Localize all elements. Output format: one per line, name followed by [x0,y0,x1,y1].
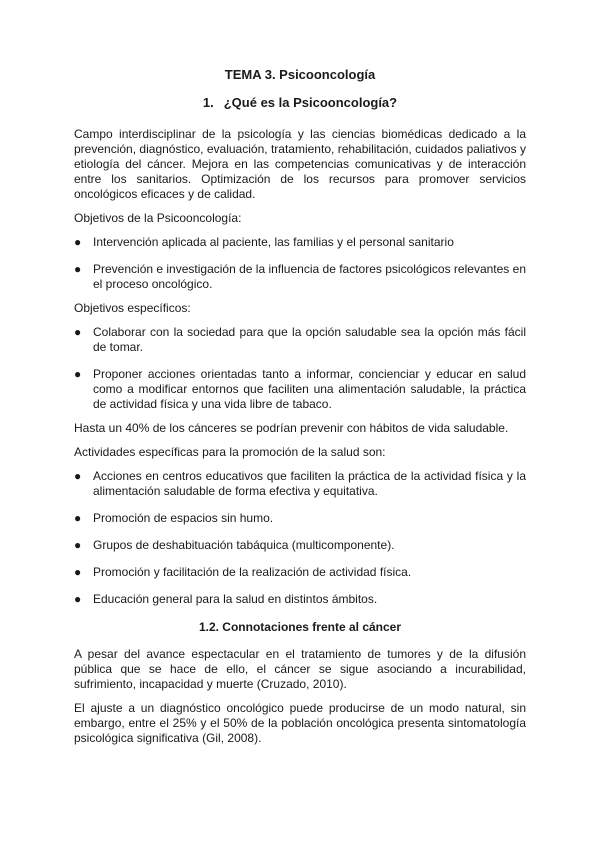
connotations-paragraph-1: A pesar del avance espectacular en el tratamiento de tumores y de la difusión pública que se hace de ello, el cáncer se sigue asociando a incurabilidad, sufrimiento, incapacidad y muerte (Cruzado, 2010). [74,647,526,691]
section-1-heading-text: ¿Qué es la Psicooncología? [223,95,398,110]
bullet-icon: ● [74,367,82,381]
objectives-list [74,235,526,292]
list-item: ● Promoción y facilitación de la realización de actividad física. [74,565,412,579]
list-item: ● Proponer acciones orientadas tanto a informar, concienciar y educar en salud como a modificar entornos que faciliten una alimentación saludable, la práctica de actividad física y una vida libre de tabaco. [74,367,526,411]
bullet-icon: ● [74,592,82,606]
bullet-icon: ● [74,325,82,339]
list-item: ● Intervención aplicada al paciente, las familias y el personal sanitario [74,235,454,249]
bullet-icon: ● [74,538,82,552]
objectives-label: Objetivos de la Psicooncología: [74,211,242,225]
section-1-number: 1. [202,95,214,110]
specific-objectives-list [74,325,526,412]
document-title: TEMA 3. Psicooncología [224,67,376,82]
list-item: ● Grupos de deshabituación tabáquica (multicomponente). [74,538,395,552]
list-item: ● Educación general para la salud en distintos ámbitos. [74,592,378,606]
bullet-icon: ● [74,511,82,525]
prevention-note: Hasta un 40% de los cánceres se podrían prevenir con hábitos de vida saludable. [74,421,509,435]
bullet-icon: ● [74,565,82,579]
list-item: ● Prevención e investigación de la influencia de factores psicológicos relevantes en el proceso oncológico. [74,262,526,291]
list-item: ● Colaborar con la sociedad para que la opción saludable sea la opción más fácil de tomar. [74,325,526,354]
intro-paragraph: Campo interdisciplinar de la psicología y las ciencias biomédicas dedicado a la prevención, diagnóstico, evaluación, tratamiento, rehabilitación, cuidados paliativos y etiología del cáncer. Mejora en las competencias comunicativas y de interacción entre los sanitarios. Optimización de los recursos para promover servicios oncológicos eficaces y de calidad. [74,127,526,201]
specific-objectives-label: Objetivos específicos: [74,301,191,315]
bullet-icon: ● [74,469,82,483]
section-1-2-heading: 1.2. Connotaciones frente al cáncer [198,620,402,634]
connotations-paragraph-2: El ajuste a un diagnóstico oncológico puede producirse de un modo natural, sin embargo, entre el 25% y el 50% de la población oncológica presenta sintomatología psicológica significativa (Gil, 2008). [74,701,526,745]
bullet-icon: ● [74,262,82,276]
bullet-icon: ● [74,235,82,249]
activities-label: Actividades específicas para la promoción de la salud son: [74,445,386,459]
list-item: ● Promoción de espacios sin humo. [74,511,274,525]
list-item: ● Acciones en centros educativos que faciliten la práctica de la actividad física y la alimentación saludable de forma efectiva y equitativa. [74,469,526,498]
activities-list [74,469,526,607]
section-1-heading [74,95,526,111]
